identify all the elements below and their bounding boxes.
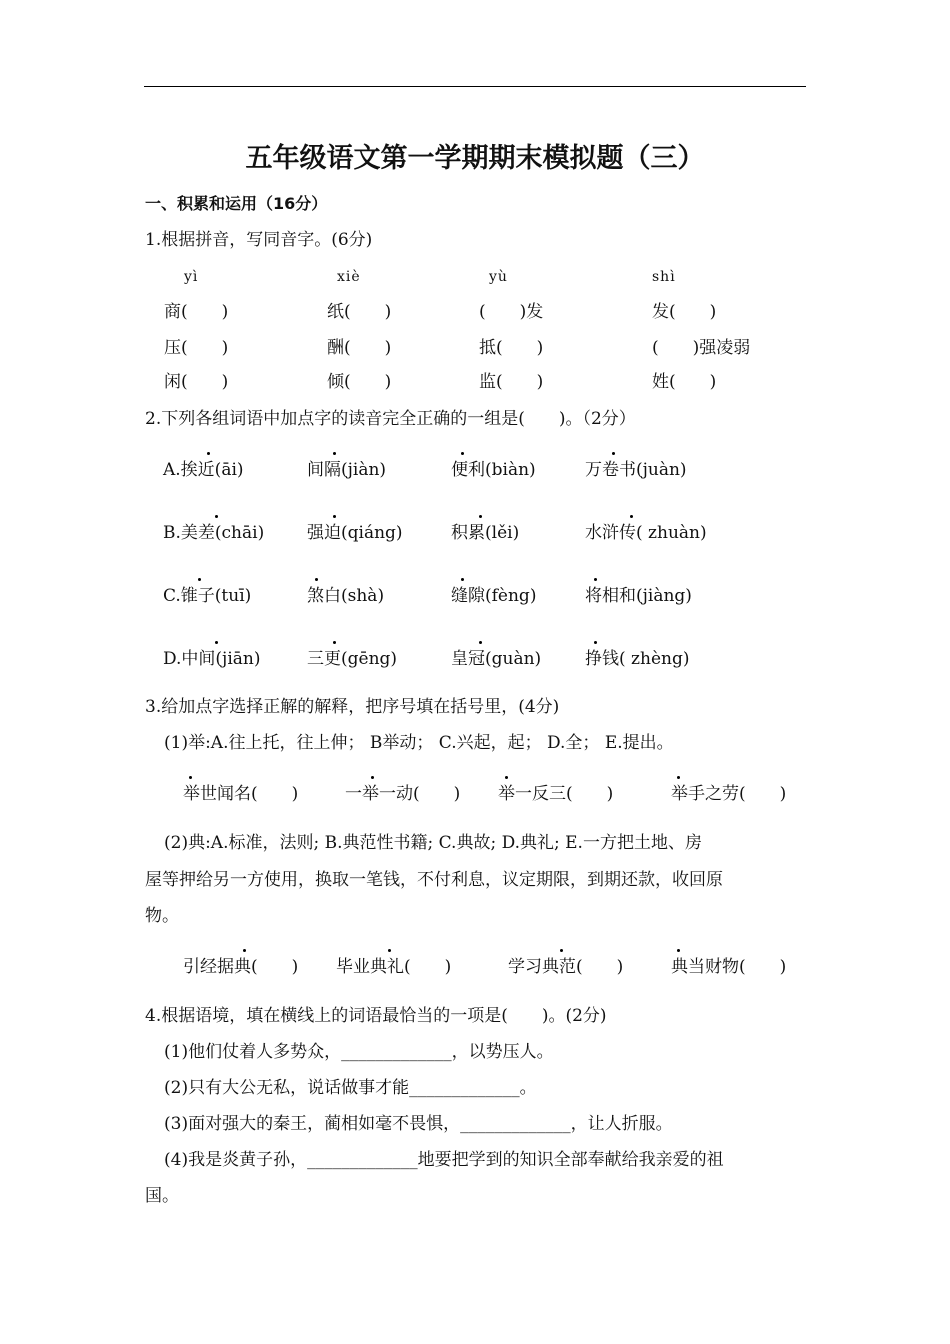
emphasis-dot: [560, 949, 563, 952]
q4-item: (3)面对强大的秦王，蔺相如毫不畏惧，_____________，让人折服。: [164, 1114, 673, 1134]
q2-word: 间隔(jiàn): [307, 460, 387, 480]
emphasis-dot: [207, 452, 210, 455]
q1-cell: ( )强凌弱: [652, 338, 751, 358]
q3-item: 毕业典礼( ): [336, 957, 452, 977]
emphasis-dot: [594, 578, 597, 581]
emphasis-dot: [677, 949, 680, 952]
emphasis-dot: [198, 578, 201, 581]
q2-word: 万卷书(juàn): [585, 460, 687, 480]
q2-word: 积累(lěi): [451, 523, 520, 543]
q4-item-continuation: 国。: [145, 1186, 179, 1206]
emphasis-dot: [243, 949, 246, 952]
q1-cell: 商( ): [164, 302, 229, 322]
q3-item: 学习典范( ): [508, 957, 624, 977]
q1-cell: 倾( ): [327, 372, 392, 392]
emphasis-dot: [215, 641, 218, 644]
emphasis-dot: [371, 776, 374, 779]
q4-item: (4)我是炎黄子孙，_____________地要把学到的知识全部奉献给我亲爱的祖: [164, 1150, 724, 1170]
q1-cell: 监( ): [479, 372, 544, 392]
emphasis-dot: [479, 515, 482, 518]
emphasis-dot: [189, 776, 192, 779]
q2-option-b: B.美差(chāi): [163, 523, 265, 543]
q1-cell: ( )发: [479, 302, 544, 322]
q3-part2-line1: (2)典:A.标准，法则; B.典范性书籍; C.典故; D.典礼; E.一方把土地、房: [164, 833, 702, 853]
q3-part1: (1)举:A.往上托，往上伸； B举动； C.兴起，起； D.全； E.提出。: [164, 733, 674, 753]
emphasis-dot: [388, 949, 391, 952]
q1-cell: 发( ): [652, 302, 717, 322]
q1-prompt: 1.根据拼音，写同音字。(6分): [145, 230, 373, 250]
q2-word: 皇冠(guàn): [451, 649, 542, 669]
q4-item: (1)他们仗着人多势众，_____________，以势压人。: [164, 1042, 554, 1062]
q3-item: 引经据典( ): [183, 957, 299, 977]
q2-word: 缝隙(fèng): [451, 586, 537, 606]
q3-part2-line3: 物。: [145, 906, 179, 926]
q1-pinyin-3: yù: [489, 269, 508, 285]
q3-item: 举一反三( ): [498, 784, 614, 804]
q2-word: 强迫(qiáng): [307, 523, 403, 543]
q3-item: 举手之劳( ): [671, 784, 787, 804]
q1-cell: 压( ): [164, 338, 229, 358]
q2-word: 煞白(shà): [307, 586, 385, 606]
q2-option-a: A.挨近(āi): [163, 460, 244, 480]
emphasis-dot: [479, 641, 482, 644]
emphasis-dot: [594, 641, 597, 644]
emphasis-dot: [333, 515, 336, 518]
q2-word: 挣钱( zhèng): [585, 649, 690, 669]
emphasis-dot: [612, 452, 615, 455]
emphasis-dot: [505, 776, 508, 779]
q1-cell: 酬( ): [327, 338, 392, 358]
q2-option-d: D.中间(jiān): [163, 649, 261, 669]
emphasis-dot: [461, 452, 464, 455]
q3-item: 举世闻名( ): [183, 784, 299, 804]
q1-pinyin-2: xiè: [337, 269, 361, 285]
q3-part2-line2: 屋等押给另一方使用，换取一笔钱，不付利息，议定期限，到期还款，收回原: [145, 870, 723, 890]
q1-cell: 姓( ): [652, 372, 717, 392]
q2-word: 三更(gēng): [307, 649, 398, 669]
emphasis-dot: [677, 776, 680, 779]
emphasis-dot: [461, 578, 464, 581]
top-rule: [144, 86, 806, 87]
q1-cell: 抵( ): [479, 338, 544, 358]
emphasis-dot: [215, 515, 218, 518]
emphasis-dot: [315, 578, 318, 581]
emphasis-dot: [333, 641, 336, 644]
q3-item: 典当财物( ): [671, 957, 787, 977]
q2-word: 水浒传( zhuàn): [585, 523, 707, 543]
q2-word: 将相和(jiàng): [585, 586, 692, 606]
q1-cell: 闲( ): [164, 372, 229, 392]
q4-item: (2)只有大公无私，说话做事才能_____________。: [164, 1078, 537, 1098]
q3-prompt: 3.给加点字选择正解的解释，把序号填在括号里，(4分): [145, 697, 560, 717]
q2-prompt: 2.下列各组词语中加点字的读音完全正确的一组是( )。（2分）: [145, 409, 636, 429]
q1-pinyin-4: shì: [652, 269, 676, 285]
q1-pinyin-1: yì: [184, 269, 199, 285]
emphasis-dot: [333, 452, 336, 455]
section-heading: 一、积累和运用（16分）: [145, 194, 328, 213]
q2-option-c: C.锥子(tuī): [163, 586, 252, 606]
q4-prompt: 4.根据语境，填在横线上的词语最恰当的一项是( )。(2分): [145, 1006, 607, 1026]
q1-cell: 纸( ): [327, 302, 392, 322]
emphasis-dot: [630, 515, 633, 518]
q2-word: 便利(biàn): [451, 460, 536, 480]
q3-item: 一举一动( ): [345, 784, 461, 804]
page-title: 五年级语文第一学期期末模拟题（三）: [245, 143, 705, 174]
